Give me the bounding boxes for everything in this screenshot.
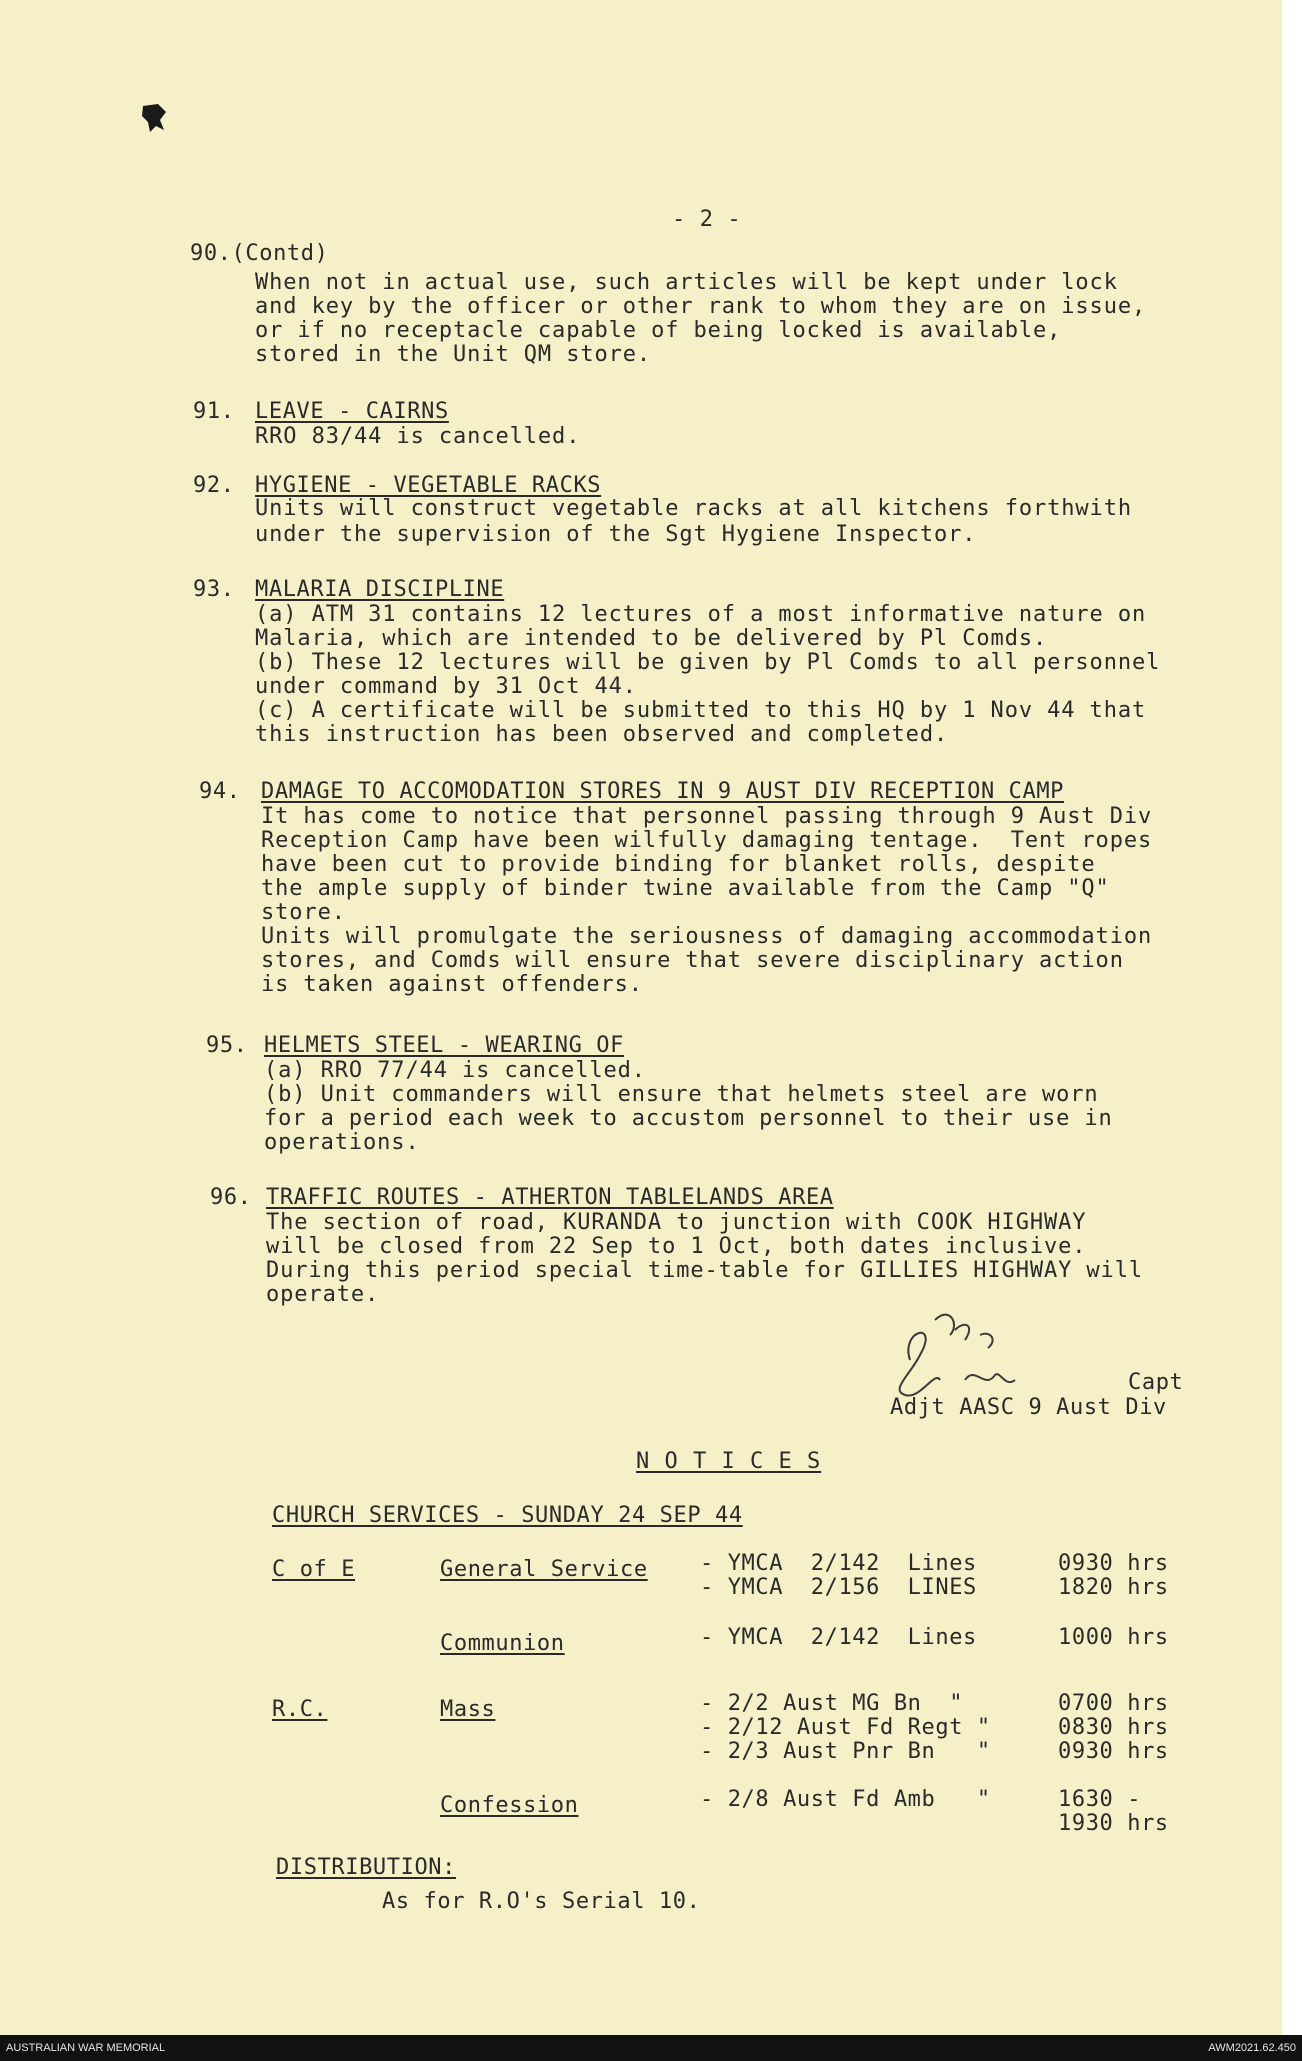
service-location: - YMCA 2/142 Lines	[700, 1625, 977, 1650]
paragraph-line: and key by the officer or other rank to whom they are on issue,	[255, 294, 1147, 319]
notices-subtitle: CHURCH SERVICES - SUNDAY 24 SEP 44	[272, 1503, 743, 1528]
service-time: 0930 hrs	[1058, 1551, 1169, 1576]
paragraph-heading: HYGIENE - VEGETABLE RACKS	[255, 473, 602, 498]
paragraph-line: stored in the Unit QM store.	[255, 342, 652, 367]
paragraph-number: 93.	[193, 577, 235, 602]
page-number: - 2 -	[672, 207, 742, 232]
paragraph-line: will be closed from 22 Sep to 1 Oct, both dates inclusive.	[266, 1234, 1087, 1259]
service-time: 1630 -	[1058, 1787, 1142, 1812]
service-time: 0830 hrs	[1058, 1715, 1169, 1740]
service-type: General Service	[440, 1557, 648, 1582]
paragraph-number: 91.	[193, 399, 235, 424]
service-type: Communion	[440, 1631, 565, 1656]
paragraph-heading: LEAVE - CAIRNS	[255, 399, 449, 424]
service-location: - 2/2 Aust MG Bn "	[700, 1691, 964, 1716]
paragraph-line: (b) Unit commanders will ensure that helmets steel are worn	[264, 1082, 1099, 1107]
service-location: - YMCA 2/142 Lines	[700, 1551, 977, 1576]
paragraph-line: store.	[261, 900, 346, 925]
paragraph-heading: HELMETS STEEL - WEARING OF	[264, 1033, 624, 1058]
paragraph-line: operate.	[266, 1282, 380, 1307]
service-location: - 2/12 Aust Fd Regt "	[700, 1715, 991, 1740]
paragraph-number: 94.	[199, 779, 241, 804]
page-margin	[1282, 0, 1302, 2035]
paragraph-heading: DAMAGE TO ACCOMODATION STORES IN 9 AUST DIV RECEPTION CAMP	[261, 779, 1065, 804]
paragraph-line: under the supervision of the Sgt Hygiene Inspector.	[255, 522, 977, 547]
service-time: 0700 hrs	[1058, 1691, 1169, 1716]
service-denomination: C of E	[272, 1557, 356, 1582]
paragraph-number: 90.(Contd)	[190, 241, 329, 266]
paragraph-number: 95.	[206, 1033, 248, 1058]
paragraph-line: Units will construct vegetable racks at all kitchens forthwith	[255, 496, 1132, 521]
paragraph-line: (a) RRO 77/44 is cancelled.	[264, 1058, 646, 1083]
paragraph-line: (c) A certificate will be submitted to this HQ by 1 Nov 44 that	[255, 698, 1147, 723]
paragraph-heading: TRAFFIC ROUTES - ATHERTON TABLELANDS AREA	[266, 1185, 834, 1210]
paragraph-line: the ample supply of binder twine available from the Camp "Q"	[261, 876, 1110, 901]
paragraph-line: Reception Camp have been wilfully damaging tentage. Tent ropes	[261, 828, 1153, 853]
paragraph-line: or if no receptacle capable of being locked is available,	[255, 318, 1062, 343]
service-type: Mass	[440, 1697, 496, 1722]
paragraph-line: this instruction has been observed and completed.	[255, 722, 949, 747]
paragraph-line: (b) These 12 lectures will be given by Pl Comds to all personnel	[255, 650, 1161, 675]
paragraph-line: (a) ATM 31 contains 12 lectures of a most informative nature on	[255, 602, 1147, 627]
punch-hole-mark	[140, 102, 170, 138]
footer-institution: AUSTRALIAN WAR MEMORIAL	[6, 2042, 166, 2054]
service-time: 1820 hrs	[1058, 1575, 1169, 1600]
service-time: 0930 hrs	[1058, 1739, 1169, 1764]
notices-title: N O T I C E S	[636, 1449, 822, 1474]
signature-rank: Capt	[1128, 1370, 1184, 1395]
service-location: - YMCA 2/156 LINES	[700, 1575, 977, 1600]
service-time: 1930 hrs	[1058, 1811, 1169, 1836]
paragraph-line: It has come to notice that personnel passing through 9 Aust Div	[261, 804, 1153, 829]
paragraph-heading: MALARIA DISCIPLINE	[255, 577, 505, 602]
paragraph-line: RRO 83/44 is cancelled.	[255, 424, 581, 449]
signature-appointment: Adjt AASC 9 Aust Div	[890, 1395, 1167, 1420]
paragraph-line: under command by 31 Oct 44.	[255, 674, 637, 699]
distribution-label: DISTRIBUTION:	[276, 1855, 456, 1880]
paragraph-number: 96.	[210, 1185, 252, 1210]
paragraph-line: for a period each week to accustom personnel to their use in	[264, 1106, 1113, 1131]
service-time: 1000 hrs	[1058, 1625, 1169, 1650]
paragraph-line: Malaria, which are intended to be delivered by Pl Comds.	[255, 626, 1048, 651]
service-location: - 2/3 Aust Pnr Bn "	[700, 1739, 991, 1764]
service-type: Confession	[440, 1793, 579, 1818]
footer-reference: AWM2021.62.450	[1208, 2042, 1296, 2054]
service-location: - 2/8 Aust Fd Amb "	[700, 1787, 991, 1812]
paragraph-line: During this period special time-table for GILLIES HIGHWAY will	[266, 1258, 1143, 1283]
paragraph-line: is taken against offenders.	[261, 972, 643, 997]
paragraph-line: When not in actual use, such articles will be kept under lock	[255, 270, 1118, 295]
service-denomination: R.C.	[272, 1697, 328, 1722]
paragraph-number: 92.	[193, 473, 235, 498]
paragraph-line: The section of road, KURANDA to junction with COOK HIGHWAY	[266, 1210, 1087, 1235]
archive-footer	[0, 2035, 1302, 2061]
distribution-text: As for R.O's Serial 10.	[382, 1889, 701, 1914]
paragraph-line: stores, and Comds will ensure that severe disciplinary action	[261, 948, 1124, 973]
paragraph-line: Units will promulgate the seriousness of damaging accommodation	[261, 924, 1153, 949]
paragraph-line: operations.	[264, 1130, 420, 1155]
paragraph-line: have been cut to provide binding for blanket rolls, despite	[261, 852, 1096, 877]
